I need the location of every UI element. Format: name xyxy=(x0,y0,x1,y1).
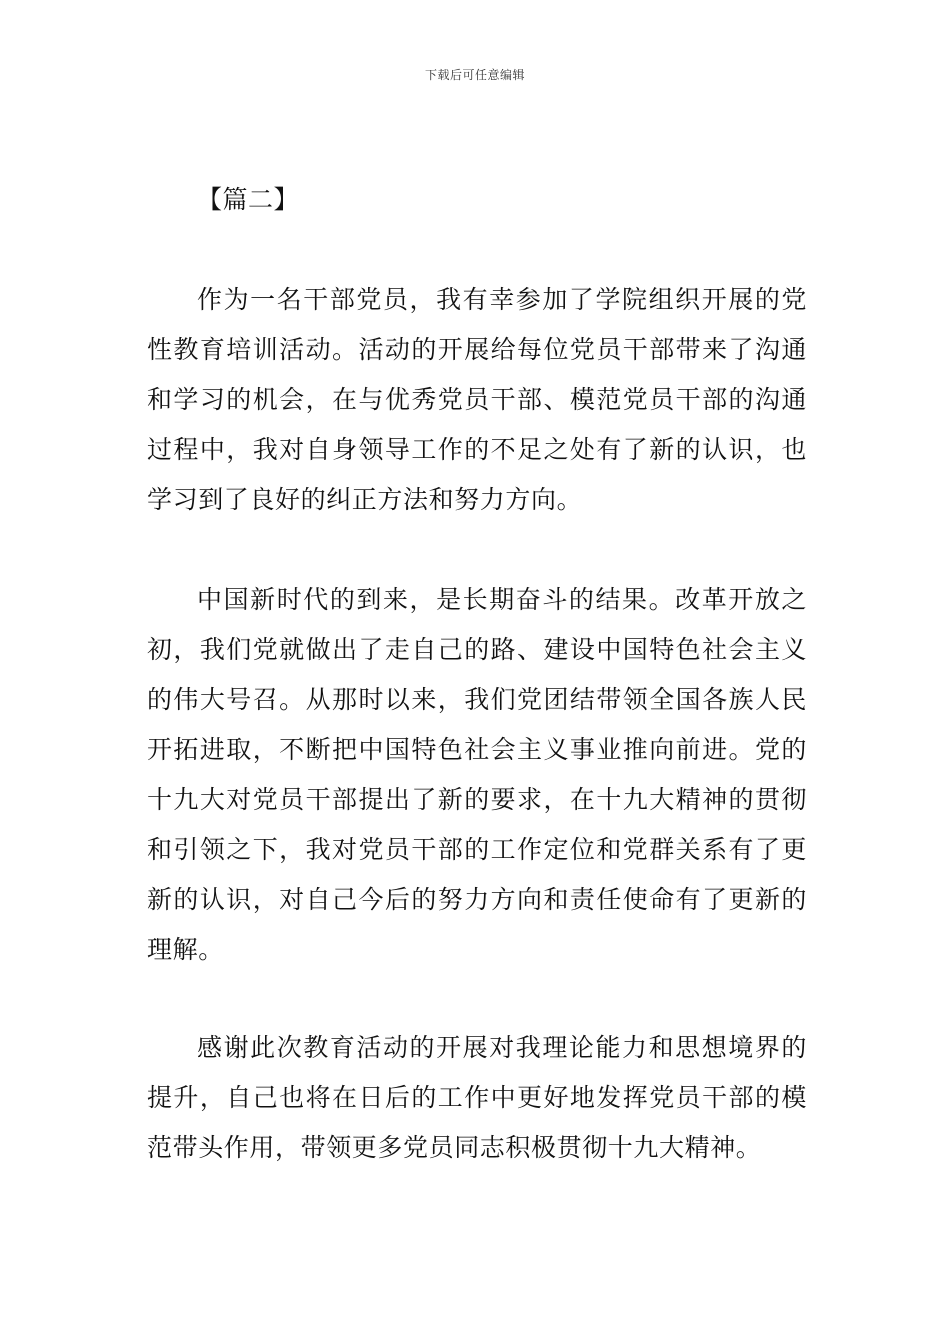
paragraph-2: 中国新时代的到来，是长期奋斗的结果。改革开放之初，我们党就做出了走自己的路、建设中国特色社会主义的伟大号召。从那时以来，我们党团结带领全国各族人民开拓进取，不断把中国特色社会主义事业推向前进。党的十九大对党员干部提出了新的要求，在十九大精神的贯彻和引领之下，我对党员干部的工作定位和党群关系有了更新的认识，对自己今后的努力方向和责任使命有了更新的理解。 xyxy=(147,585,807,964)
paragraph-3: 感谢此次教育活动的开展对我理论能力和思想境界的提升，自己也将在日后的工作中更好地发挥党员干部的模范带头作用，带领更多党员同志积极贯彻十九大精神。 xyxy=(147,1033,807,1162)
section-heading: 【篇二】 xyxy=(197,185,300,214)
paragraph-1: 作为一名干部党员，我有幸参加了学院组织开展的党性教育培训活动。活动的开展给每位党员干部带来了沟通和学习的机会，在与优秀党员干部、模范党员干部的沟通过程中，我对自身领导工作的不足之处有了新的认识，也学习到了良好的纠正方法和努力方向。 xyxy=(147,285,807,514)
page-header-note: 下载后可任意编辑 xyxy=(424,68,525,82)
